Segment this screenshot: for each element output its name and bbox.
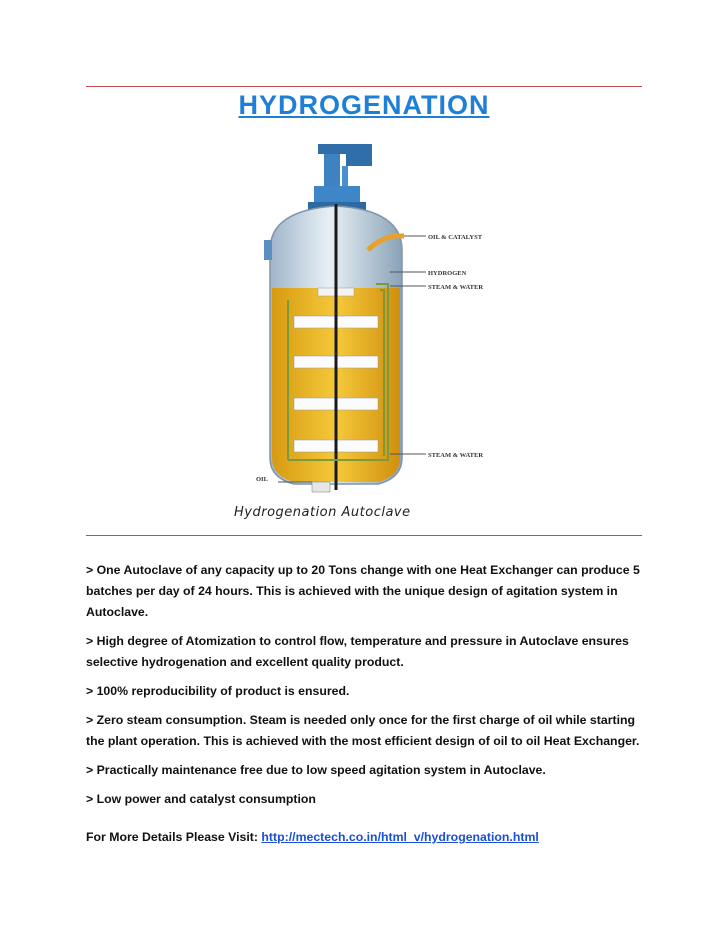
label-oil-catalyst: OIL & CATALYST (428, 234, 483, 241)
label-steam-water-top: STEAM & WATER (428, 284, 484, 291)
figure-caption: Hydrogenation Autoclave (234, 505, 411, 520)
label-steam-water-bottom: STEAM & WATER (428, 452, 484, 459)
label-hydrogen: HYDROGEN (428, 270, 467, 277)
feature-list (86, 560, 646, 818)
details-link[interactable]: http://mectech.co.in/html_v/hydrogenation.html (261, 830, 539, 844)
feature-paragraph: > 100% reproducibility of product is ensured. (86, 684, 350, 698)
feature-paragraph: > Zero steam consumption. Steam is needed only once for the first charge of oil while starting the plant operation. This is achieved with the most efficient design of oil to oil Heat Exchanger. (86, 713, 640, 748)
page-title: HYDROGENATION (238, 90, 490, 120)
bottom-divider (86, 535, 642, 536)
footer-prefix: For More Details Please Visit: (86, 830, 258, 844)
feature-paragraph: > High degree of Atomization to control flow, temperature and pressure in Autoclave ensures selective hydrogenation and excellent quality product. (86, 634, 629, 669)
footer-visit (86, 830, 539, 844)
label-oil: OIL (256, 476, 268, 483)
feature-paragraph: > Low power and catalyst consumption (86, 792, 316, 806)
feature-paragraph: > One Autoclave of any capacity up to 20 Tons change with one Heat Exchanger can produce 5 batches per day of 24 hours. This is achieved with the unique design of agitation system in Autoclave. (86, 563, 640, 619)
top-divider (86, 86, 642, 87)
feature-paragraph: > Practically maintenance free due to low speed agitation system in Autoclave. (86, 763, 546, 777)
autoclave-diagram (228, 140, 518, 525)
